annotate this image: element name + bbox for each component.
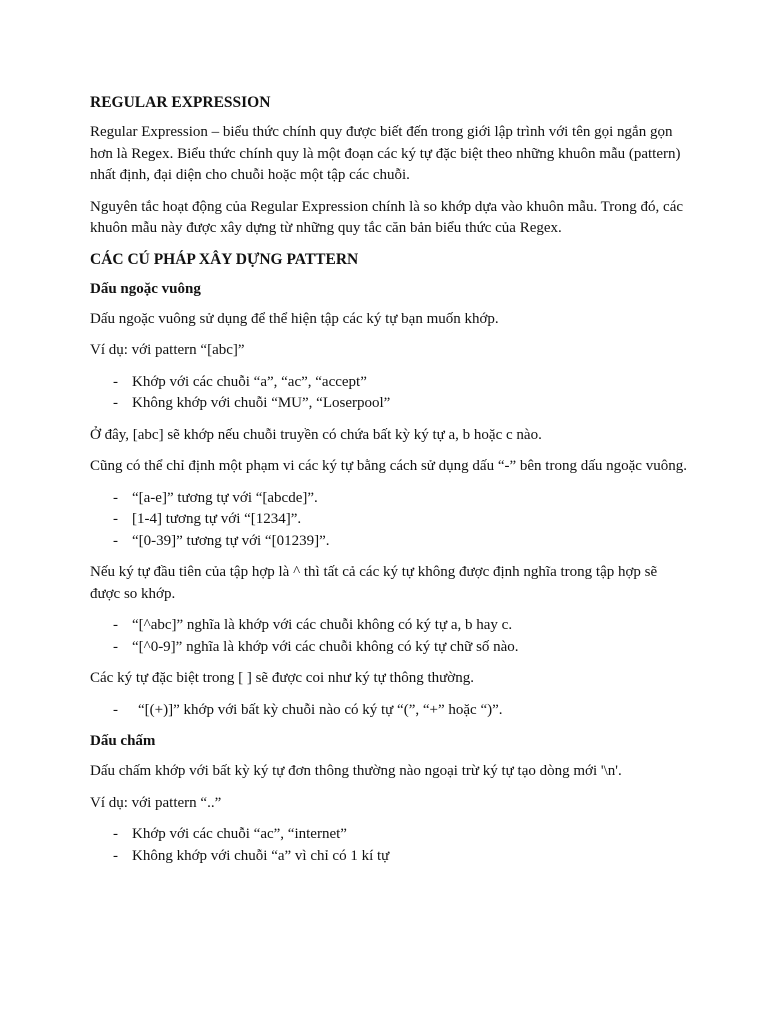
list-item-text: “[(+)]” khớp với bất kỳ chuỗi nào có ký tự “(”, “+” hoặc “)”.: [138, 701, 503, 718]
brackets-special-list: [90, 700, 690, 722]
bullet-dash: -: [113, 532, 118, 549]
list-item: [90, 509, 690, 531]
bullet-dash: -: [113, 847, 118, 864]
section-heading: CÁC CÚ PHÁP XÂY DỰNG PATTERN: [90, 250, 359, 268]
brackets-range-list: [90, 488, 690, 553]
list-item-text: Không khớp với chuỗi “MU”, “Loserpool”: [132, 395, 391, 411]
brackets-special-description: Các ký tự đặc biệt trong [ ] sẽ được coi như ký tự thông thường.: [90, 670, 474, 686]
document-content: [90, 93, 690, 877]
bullet-dash: -: [113, 489, 118, 506]
bullet-dash: -: [113, 395, 118, 411]
list-item-text: Khớp với các chuỗi “a”, “ac”, “accept”: [132, 373, 367, 390]
list-item-text: Khớp với các chuỗi “ac”, “internet”: [132, 826, 347, 842]
brackets-negate-list: [90, 615, 690, 658]
bullet-dash: -: [113, 638, 118, 655]
brackets-heading: Dấu ngoặc vuông: [90, 280, 201, 297]
list-item: [90, 824, 690, 846]
list-item-text: [1-4] tương tự với “[1234]”.: [132, 511, 302, 527]
list-item: [90, 488, 690, 510]
list-item: [90, 393, 690, 415]
bullet-dash: -: [113, 701, 118, 718]
list-item-text: “[^abc]” nghĩa là khớp với các chuỗi không có ký tự a, b hay c.: [132, 617, 513, 633]
bullet-dash: -: [113, 617, 118, 633]
dot-heading: Dấu chấm: [90, 733, 156, 749]
list-item: [90, 615, 690, 637]
brackets-range-description: Cũng có thể chỉ định một phạm vi các ký tự bằng cách sử dụng dấu “-” bên trong dấu ngoặc vuông.: [90, 458, 687, 474]
bullet-dash: -: [113, 511, 118, 527]
list-item: [90, 372, 690, 394]
list-item: [90, 637, 690, 659]
document-title: REGULAR EXPRESSION: [90, 94, 271, 111]
list-item-text: Không khớp với chuỗi “a” vì chỉ có 1 kí tự: [132, 847, 390, 864]
list-item: [90, 700, 690, 722]
bullet-dash: -: [113, 373, 118, 390]
list-item-text: “[^0-9]” nghĩa là khớp với các chuỗi không có ký tự chữ số nào.: [132, 638, 519, 655]
list-item-text: “[a-e]” tương tự với “[abcde]”.: [132, 489, 318, 506]
bullet-dash: -: [113, 826, 118, 842]
intro-paragraph-1: Regular Expression – biểu thức chính quy được biết đến trong giới lập trình với tên gọi ngắn gọn hơn là Regex. Biểu thức chính quy là một đoạn các ký tự đặc biệt theo những khuôn mẫu (pattern) nhất định, đại diện cho chuỗi hoặc một tập các chuỗi.: [90, 124, 681, 183]
list-item: [90, 846, 690, 868]
brackets-explanation: Ở đây, [abc] sẽ khớp nếu chuỗi truyền có chứa bất kỳ ký tự a, b hoặc c nào.: [90, 426, 542, 443]
dot-description: Dấu chấm khớp với bất kỳ ký tự đơn thông thường nào ngoại trừ ký tự tạo dòng mới '\n'.: [90, 763, 622, 779]
dot-example: Ví dụ: với pattern “..”: [90, 794, 222, 811]
brackets-example-list: [90, 372, 690, 415]
dot-example-list: [90, 824, 690, 867]
list-item-text: “[0-39]” tương tự với “[01239]”.: [132, 532, 330, 549]
intro-paragraph-2: Nguyên tắc hoạt động của Regular Expression chính là so khớp dựa vào khuôn mẫu. Trong đó, các khuôn mẫu này được xây dựng từ những quy tắc căn bản biểu thức của Regex.: [90, 198, 684, 236]
brackets-description: Dấu ngoặc vuông sử dụng để thể hiện tập các ký tự bạn muốn khớp.: [90, 310, 499, 327]
list-item: [90, 531, 690, 553]
brackets-negate-description: Nếu ký tự đầu tiên của tập hợp là ^ thì tất cả các ký tự không được định nghĩa trong tập hợp sẽ được so khớp.: [90, 564, 658, 602]
brackets-example: Ví dụ: với pattern “[abc]”: [90, 342, 245, 358]
